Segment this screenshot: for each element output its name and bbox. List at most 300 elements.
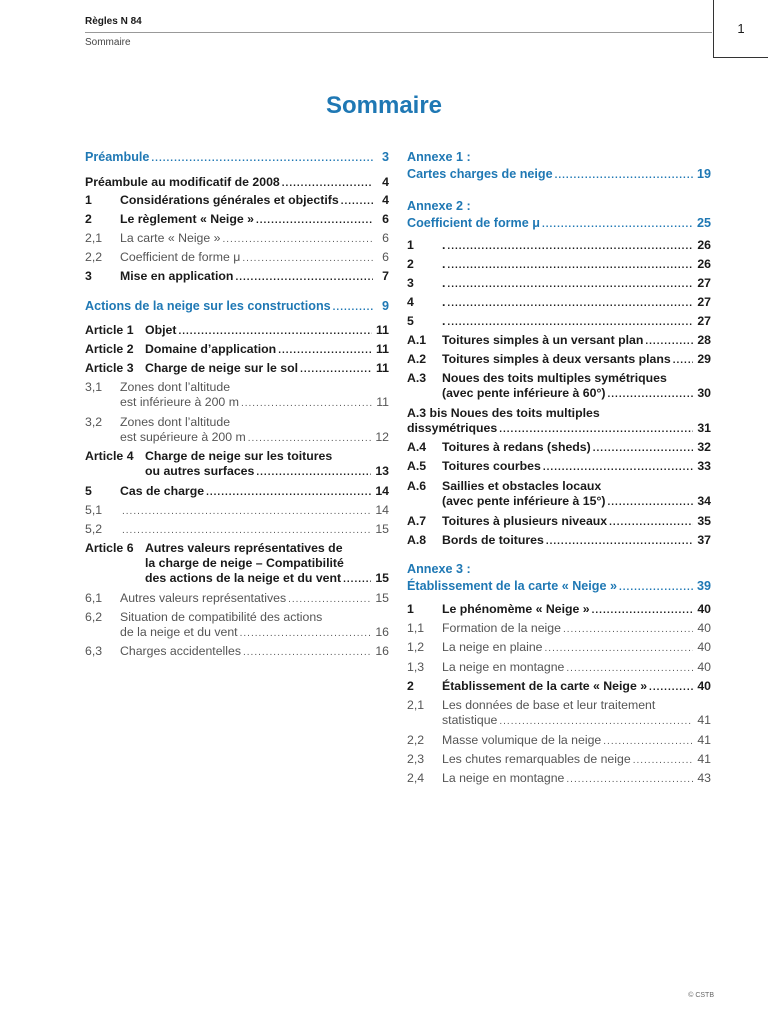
page-number: 1 (737, 21, 745, 36)
toc-page-number: 6 (382, 231, 389, 245)
toc-label: Considérations générales et objectifs (120, 193, 339, 207)
toc-text-wrap (120, 395, 374, 410)
toc-line (85, 299, 389, 314)
toc-entry (85, 644, 389, 659)
toc-line (407, 238, 711, 253)
toc-label: Annexe 2 : (407, 199, 471, 213)
toc-text-wrap (442, 295, 695, 310)
leader-dots (241, 397, 372, 410)
toc-number: A.4 (407, 440, 427, 454)
toc-number: 5,1 (85, 503, 103, 517)
toc-line (407, 406, 711, 421)
toc-number: 5 (85, 484, 92, 498)
toc-line (407, 562, 711, 577)
toc-page-number: 11 (376, 323, 389, 337)
toc-line (85, 150, 389, 165)
toc-line (407, 199, 711, 214)
toc-text-wrap (442, 314, 695, 329)
toc-text-wrap (442, 238, 695, 253)
leader-dots (243, 646, 371, 659)
toc-entry (407, 660, 711, 675)
toc-label: La neige en plaine (442, 640, 543, 654)
toc-label: Préambule au modificatif de 2008 (85, 175, 280, 189)
toc-label: . (442, 295, 446, 309)
toc-page-number: 28 (697, 333, 711, 347)
leader-dots (341, 195, 373, 208)
toc-page-number: 32 (697, 440, 711, 454)
toc-number: 2,3 (407, 752, 425, 766)
toc-line (407, 733, 711, 748)
toc-page-number: 11 (376, 395, 389, 409)
toc-entry (407, 602, 711, 617)
toc-label: Toitures à redans (sheds) (442, 440, 591, 454)
toc-entry (407, 771, 711, 786)
toc-page-number: 15 (375, 522, 389, 536)
toc-label: Domaine d’application (145, 342, 277, 356)
toc-page-number: 12 (375, 430, 389, 444)
toc-entry (407, 752, 711, 767)
leader-dots (545, 642, 694, 655)
toc-page-number: 27 (697, 314, 711, 328)
toc-label: Coefficient de forme μ (407, 216, 540, 230)
toc-line (407, 514, 711, 529)
toc-line (407, 494, 711, 509)
toc-label: Autres valeurs représentatives (120, 591, 287, 605)
toc-line (85, 591, 389, 606)
toc-number: 3,1 (85, 380, 103, 394)
toc-label: La neige en montagne (442, 660, 565, 674)
toc-entry (407, 238, 711, 253)
toc-number: Article 3 (85, 361, 134, 375)
toc-entry (407, 371, 711, 401)
toc-text-wrap (120, 430, 373, 445)
toc-page-number: 16 (375, 625, 389, 639)
toc-number: 2 (85, 212, 92, 226)
toc-page-number: 31 (697, 421, 711, 435)
leader-dots (288, 593, 371, 606)
toc-label: Zones dont l’altitude (120, 415, 231, 429)
toc-entry (85, 503, 389, 518)
toc-entry (85, 150, 389, 165)
toc-text-wrap (442, 771, 695, 786)
toc-line (407, 533, 711, 548)
toc-text-wrap (120, 415, 389, 430)
toc-text-wrap (145, 323, 374, 338)
toc-label: La carte « Neige » (120, 231, 221, 245)
leader-dots (673, 354, 694, 367)
toc-line (85, 464, 389, 479)
toc-text-wrap (120, 524, 373, 537)
toc-label: Mise en application (120, 269, 234, 283)
leader-dots (593, 442, 694, 455)
toc-label: Noues des toits multiples symétriques (442, 371, 667, 385)
toc-label: Situation de compatibilité des actions (120, 610, 323, 624)
toc-entry (85, 380, 389, 410)
toc-line (85, 556, 389, 571)
toc-number: 3 (407, 276, 414, 290)
toc-page-number: 15 (375, 571, 389, 585)
toc-number: 1 (85, 193, 92, 207)
toc-number: A.5 (407, 459, 427, 473)
toc-line (407, 479, 711, 494)
leader-dots (447, 240, 693, 253)
toc-label: Établissement de la carte « Neige » (442, 679, 648, 693)
toc-entry (407, 514, 711, 529)
toc-line (407, 167, 711, 182)
toc-number: 5 (407, 314, 414, 328)
toc-entry (85, 361, 389, 376)
toc-line (407, 713, 711, 728)
toc-label: des actions de la neige et du vent (145, 571, 342, 585)
running-header-title: Règles N 84 (85, 16, 142, 27)
toc-text-wrap (85, 150, 375, 165)
toc-label: Actions de la neige sur les constructions (85, 299, 331, 313)
toc-text-wrap (120, 625, 373, 640)
toc-number: 1 (407, 238, 414, 252)
toc-page-number: 4 (382, 193, 389, 207)
leader-dots (447, 316, 693, 329)
toc-entry (407, 333, 711, 348)
toc-text-wrap (442, 514, 695, 529)
toc-text-wrap (85, 175, 375, 190)
header-rule (85, 32, 712, 33)
leader-dots (248, 432, 372, 445)
toc-label: Saillies et obstacles locaux (442, 479, 602, 493)
toc-line (407, 216, 711, 231)
toc-number: 2,2 (85, 250, 103, 264)
leader-dots (566, 773, 693, 786)
toc-number: 2,2 (407, 733, 425, 747)
leader-dots (447, 278, 693, 291)
toc-line (85, 484, 389, 499)
toc-entry (85, 591, 389, 606)
toc-page-number: 27 (697, 276, 711, 290)
toc-entry (85, 269, 389, 284)
toc-label: Cas de charge (120, 484, 205, 498)
toc-page-number: 9 (381, 299, 389, 313)
toc-number: A.6 (407, 479, 427, 493)
toc-label: . (442, 257, 446, 271)
toc-page-number: 39 (696, 579, 711, 593)
toc-label: Les données de base et leur traitement (442, 698, 656, 712)
toc-label: Charge de neige sur le sol (145, 361, 299, 375)
toc-line (407, 295, 711, 310)
toc-text-wrap (120, 644, 373, 659)
toc-entry (85, 231, 389, 246)
toc-text-wrap (442, 459, 695, 474)
toc-entry (407, 440, 711, 455)
toc-page-number: 26 (697, 257, 711, 271)
toc-label: Bords de toitures (442, 533, 544, 547)
toc-entry (407, 406, 711, 436)
toc-page-number: 11 (376, 361, 389, 375)
toc-line (85, 625, 389, 640)
toc-entry (85, 415, 389, 445)
toc-page-number: 43 (697, 771, 711, 785)
toc-number: 2 (407, 679, 414, 693)
leader-dots (282, 177, 373, 190)
leader-dots (542, 218, 693, 231)
toc-label: Annexe 1 : (407, 150, 471, 164)
toc-number: 6,2 (85, 610, 103, 624)
toc-text-wrap (120, 193, 375, 208)
toc-label: Charges accidentelles (120, 644, 241, 658)
toc-page-number: 26 (697, 238, 711, 252)
toc-label: Toitures simples à deux versants plans (442, 352, 671, 366)
toc-entry (407, 257, 711, 272)
leader-dots (242, 252, 373, 265)
toc-label: . (442, 276, 446, 290)
toc-text-wrap (442, 479, 711, 494)
toc-page-number: 33 (697, 459, 711, 473)
leader-dots (235, 271, 373, 284)
toc-entry (407, 459, 711, 474)
leader-dots (499, 423, 693, 436)
toc-line (85, 361, 389, 376)
toc-label: Toitures à plusieurs niveaux (442, 514, 608, 528)
leader-dots (333, 301, 373, 314)
toc-text-wrap (442, 602, 695, 617)
toc-page-number: 7 (382, 269, 389, 283)
toc-number: Article 4 (85, 449, 134, 463)
toc-entry (407, 533, 711, 548)
toc-text-wrap (145, 556, 389, 571)
toc-label: Formation de la neige (442, 621, 561, 635)
toc-page-number: 35 (697, 514, 711, 528)
toc-label: de la neige et du vent (120, 625, 238, 639)
toc-entry (85, 250, 389, 265)
toc-text-wrap (442, 386, 695, 401)
toc-entry (407, 199, 711, 231)
leader-dots (607, 388, 693, 401)
toc-number: A.8 (407, 533, 427, 547)
toc-label: Charge de neige sur les toitures (145, 449, 333, 463)
leader-dots (151, 152, 373, 165)
leader-dots (206, 486, 371, 499)
toc-line (407, 333, 711, 348)
toc-text-wrap (120, 505, 373, 518)
toc-entry (407, 562, 711, 594)
toc-text-wrap (120, 269, 375, 284)
toc-page-number: 40 (697, 640, 711, 654)
toc-line (407, 257, 711, 272)
toc-label: Les chutes remarquables de neige (442, 752, 631, 766)
leader-dots (447, 297, 693, 310)
toc-entry (407, 295, 711, 310)
toc-page-number: 40 (697, 602, 711, 616)
toc-page-number: 40 (697, 679, 711, 693)
leader-dots (256, 466, 371, 479)
toc-line (85, 323, 389, 338)
leader-dots (645, 335, 693, 348)
toc-page-number: 37 (697, 533, 711, 547)
toc-page-number: 40 (697, 621, 711, 635)
toc-line (85, 503, 389, 518)
toc-label: est inférieure à 200 m (120, 395, 239, 409)
toc-number: Article 6 (85, 541, 134, 555)
toc-text-wrap (442, 640, 695, 655)
toc-line (85, 571, 389, 586)
toc-page-number: 3 (381, 150, 389, 164)
toc-label: Le phénomème « Neige » (442, 602, 590, 616)
toc-entry (407, 150, 711, 182)
toc-entry (407, 352, 711, 367)
toc-label: Cartes charges de neige (407, 167, 553, 181)
toc-line (407, 371, 711, 386)
toc-entry (407, 314, 711, 329)
toc-text-wrap (442, 333, 695, 348)
toc-text-wrap (407, 199, 711, 214)
toc-text-wrap (85, 299, 375, 314)
toc-entry (85, 541, 389, 586)
toc-page-number: 25 (696, 216, 711, 230)
leader-dots (633, 754, 694, 767)
toc-line (407, 459, 711, 474)
toc-line (85, 395, 389, 410)
toc-entry (85, 212, 389, 227)
leader-dots (122, 505, 371, 518)
toc-text-wrap (407, 562, 711, 577)
toc-line (85, 415, 389, 430)
toc-line (407, 421, 711, 436)
toc-label: Préambule (85, 150, 150, 164)
toc-line (407, 771, 711, 786)
toc-entry (85, 610, 389, 640)
leader-dots (607, 496, 693, 509)
toc-label: ou autres surfaces (145, 464, 255, 478)
leader-dots (555, 169, 693, 182)
toc-line (407, 602, 711, 617)
toc-number: 5,2 (85, 522, 103, 536)
toc-number: 3 (85, 269, 92, 283)
toc-number: A.1 (407, 333, 427, 347)
toc-label: . (442, 314, 446, 328)
toc-label: (avec pente inférieure à 60°) (442, 386, 606, 400)
toc-label: Toitures simples à un versant plan (442, 333, 644, 347)
toc-line (85, 231, 389, 246)
toc-label: (avec pente inférieure à 15°) (442, 494, 606, 508)
toc-line (85, 342, 389, 357)
toc-number: 1 (407, 602, 414, 616)
toc-line (85, 610, 389, 625)
toc-label: Zones dont l’altitude (120, 380, 231, 394)
toc-text-wrap (145, 342, 374, 357)
toc-text-wrap (442, 257, 695, 272)
toc-text-wrap (407, 579, 695, 594)
toc-text-wrap (145, 464, 373, 479)
toc-text-wrap (120, 231, 375, 246)
toc-text-wrap (442, 679, 695, 694)
toc-text-wrap (120, 484, 373, 499)
toc-page-number: 6 (382, 212, 389, 226)
toc-line (407, 314, 711, 329)
leader-dots (649, 681, 693, 694)
toc-text-wrap (120, 212, 375, 227)
toc-line (407, 621, 711, 636)
toc-line (85, 250, 389, 265)
toc-entry (85, 342, 389, 357)
toc-entry (85, 323, 389, 338)
toc-label: A.3 bis Noues des toits multiples (407, 406, 600, 420)
toc-page-number: 40 (697, 660, 711, 674)
leader-dots (566, 662, 693, 675)
toc-entry (407, 733, 711, 748)
toc-page-number: 27 (697, 295, 711, 309)
toc-line (407, 660, 711, 675)
toc-text-wrap (442, 352, 695, 367)
leader-dots (343, 573, 371, 586)
toc-text-wrap (442, 533, 695, 548)
toc-entry (407, 621, 711, 636)
toc-number: 1,1 (407, 621, 425, 635)
toc-text-wrap (407, 167, 695, 182)
leader-dots (543, 461, 693, 474)
toc-entry (85, 484, 389, 499)
toc-entry (407, 640, 711, 655)
toc-page-number: 11 (376, 342, 389, 356)
toc-label: la charge de neige – Compatibilité (145, 556, 344, 570)
toc-page-number: 29 (697, 352, 711, 366)
toc-label: Toitures courbes (442, 459, 541, 473)
toc-line (407, 276, 711, 291)
toc-text-wrap (407, 406, 711, 421)
leader-dots (592, 604, 694, 617)
leader-dots (447, 259, 693, 272)
toc-line (85, 541, 389, 556)
toc-line (407, 679, 711, 694)
leader-dots (563, 623, 693, 636)
toc-label: Autres valeurs représentatives de (145, 541, 343, 555)
toc-number: 1,3 (407, 660, 425, 674)
page-title: Sommaire (325, 92, 443, 119)
toc-line (85, 269, 389, 284)
running-header-subtitle: Sommaire (85, 37, 131, 48)
toc-entry (407, 679, 711, 694)
toc-label: Établissement de la carte « Neige » (407, 579, 617, 593)
leader-dots (609, 516, 693, 529)
toc-entry (85, 522, 389, 537)
leader-dots (619, 581, 693, 594)
leader-dots (300, 363, 372, 376)
toc-line (85, 644, 389, 659)
toc-text-wrap (442, 660, 695, 675)
toc-page-number: 41 (697, 752, 711, 766)
toc-page-number: 13 (375, 464, 389, 478)
leader-dots (256, 214, 373, 227)
toc-line (85, 175, 389, 190)
leader-dots (603, 735, 693, 748)
toc-text-wrap (442, 698, 711, 713)
toc-line (407, 579, 711, 594)
toc-line (407, 352, 711, 367)
toc-page-number: 30 (697, 386, 711, 400)
toc-label: Objet (145, 323, 177, 337)
toc-number: A.2 (407, 352, 427, 366)
leader-dots (122, 524, 371, 537)
toc-number: 2,4 (407, 771, 425, 785)
toc-number: Article 2 (85, 342, 134, 356)
toc-number: 6,1 (85, 591, 103, 605)
toc-text-wrap (407, 216, 695, 231)
toc-page-number: 4 (382, 175, 389, 189)
toc-text-wrap (145, 361, 374, 376)
toc-label: Masse volumique de la neige (442, 733, 602, 747)
toc-line (407, 698, 711, 713)
toc-line (407, 150, 711, 165)
toc-number: 4 (407, 295, 414, 309)
toc-line (85, 380, 389, 395)
toc-page-number: 19 (696, 167, 711, 181)
